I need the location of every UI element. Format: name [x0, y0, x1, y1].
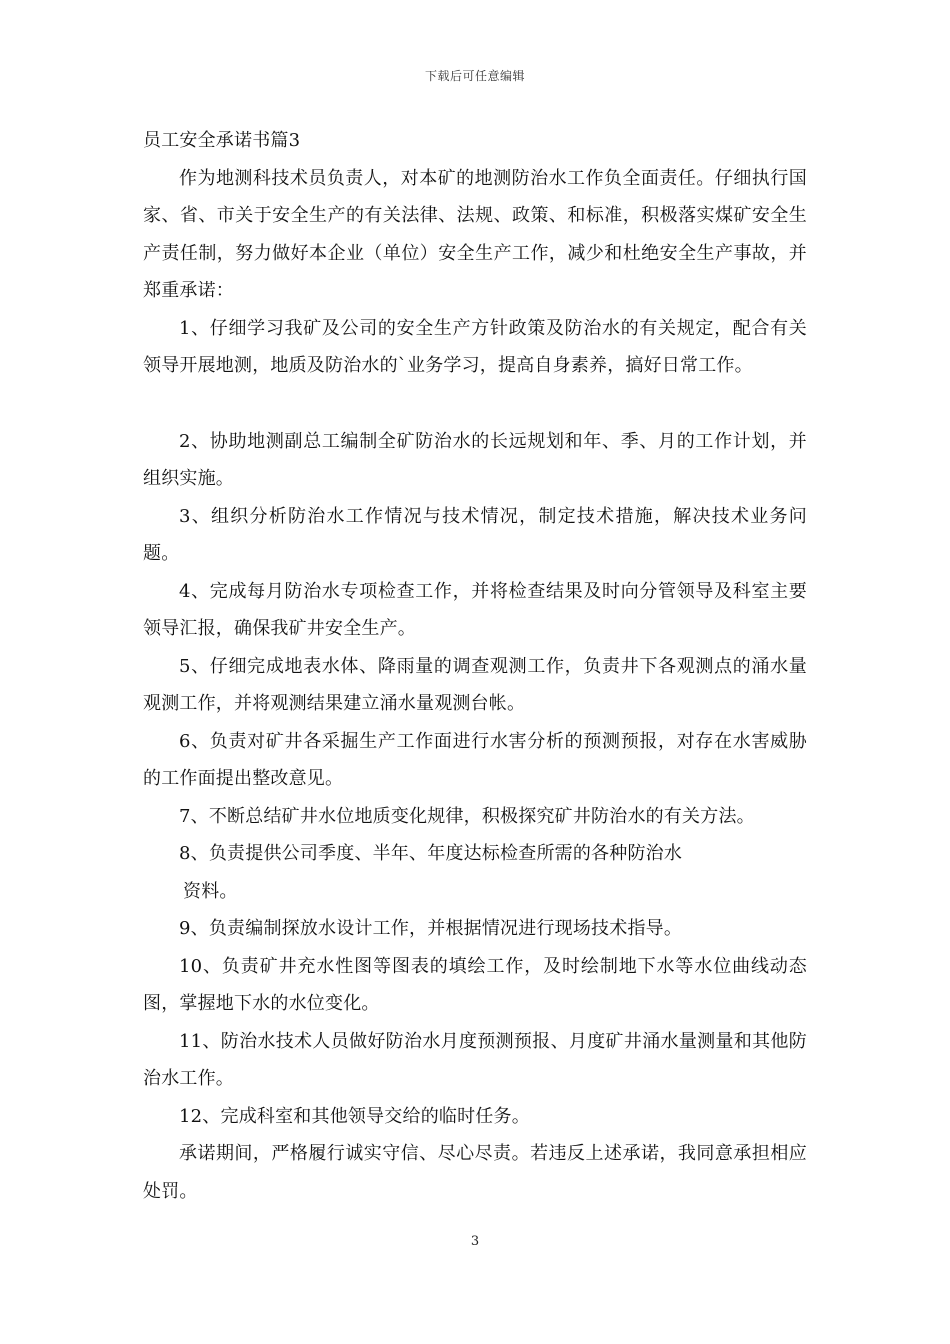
- page-header: 下载后可任意编辑: [424, 69, 525, 83]
- commitment-item-11: 11、防治水技术人员做好防治水月度预测预报、月度矿井涌水量测量和其他防治水工作。: [143, 1030, 807, 1089]
- commitment-item-7: 7、不断总结矿井水位地质变化规律，积极探究矿井防治水的有关方法。: [179, 805, 755, 827]
- closing-paragraph: 承诺期间，严格履行诚实守信、尽心尽责。若违反上述承诺，我同意承担相应处罚。: [143, 1143, 807, 1202]
- commitment-item-5: 5、仔细完成地表水体、降雨量的调查观测工作，负责井下各观测点的涌水量观测工作，并将观测结果建立涌水量观测台帐。: [143, 655, 807, 714]
- commitment-item-12: 12、完成科室和其他领导交给的临时任务。: [179, 1105, 530, 1127]
- document-body: [143, 122, 807, 1210]
- commitment-item-4: 4、完成每月防治水专项检查工作，并将检查结果及时向分管领导及科室主要领导汇报，确保我矿井安全生产。: [143, 580, 807, 639]
- commitment-item-1: 1、仔细学习我矿及公司的安全生产方针政策及防治水的有关规定，配合有关领导开展地测，地质及防治水的`业务学习，提高自身素养，搞好日常工作。: [143, 317, 807, 376]
- page-number: 3: [470, 1234, 480, 1249]
- commitment-item-10: 10、负责矿井充水性图等图表的填绘工作，及时绘制地下水等水位曲线动态图，掌握地下水的水位变化。: [143, 955, 807, 1014]
- commitment-item-3: 3、组织分析防治水工作情况与技术情况，制定技术措施，解决技术业务问题。: [143, 505, 807, 564]
- blank-line: [143, 385, 807, 423]
- intro-paragraph: 作为地测科技术员负责人，对本矿的地测防治水工作负全面责任。仔细执行国家、省、市关于安全生产的有关法律、法规、政策、和标准，积极落实煤矿安全生产责任制，努力做好本企业（单位）安全生产工作，减少和杜绝安全生产事故，并郑重承诺：: [143, 167, 807, 301]
- document-title: 员工安全承诺书篇3: [143, 130, 301, 151]
- commitment-item-8: 8、负责提供公司季度、半年、年度达标检查所需的各种防治水: [179, 843, 683, 864]
- commitment-item-2: 2、协助地测副总工编制全矿防治水的长远规划和年、季、月的工作计划，并组织实施。: [143, 430, 807, 489]
- commitment-item-9: 9、负责编制探放水设计工作，并根据情况进行现场技术指导。: [179, 918, 683, 939]
- commitment-item-6: 6、负责对矿井各采掘生产工作面进行水害分析的预测预报，对存在水害威胁的工作面提出整改意见。: [143, 730, 807, 789]
- commitment-item-8-continuation: 资料。: [183, 880, 238, 902]
